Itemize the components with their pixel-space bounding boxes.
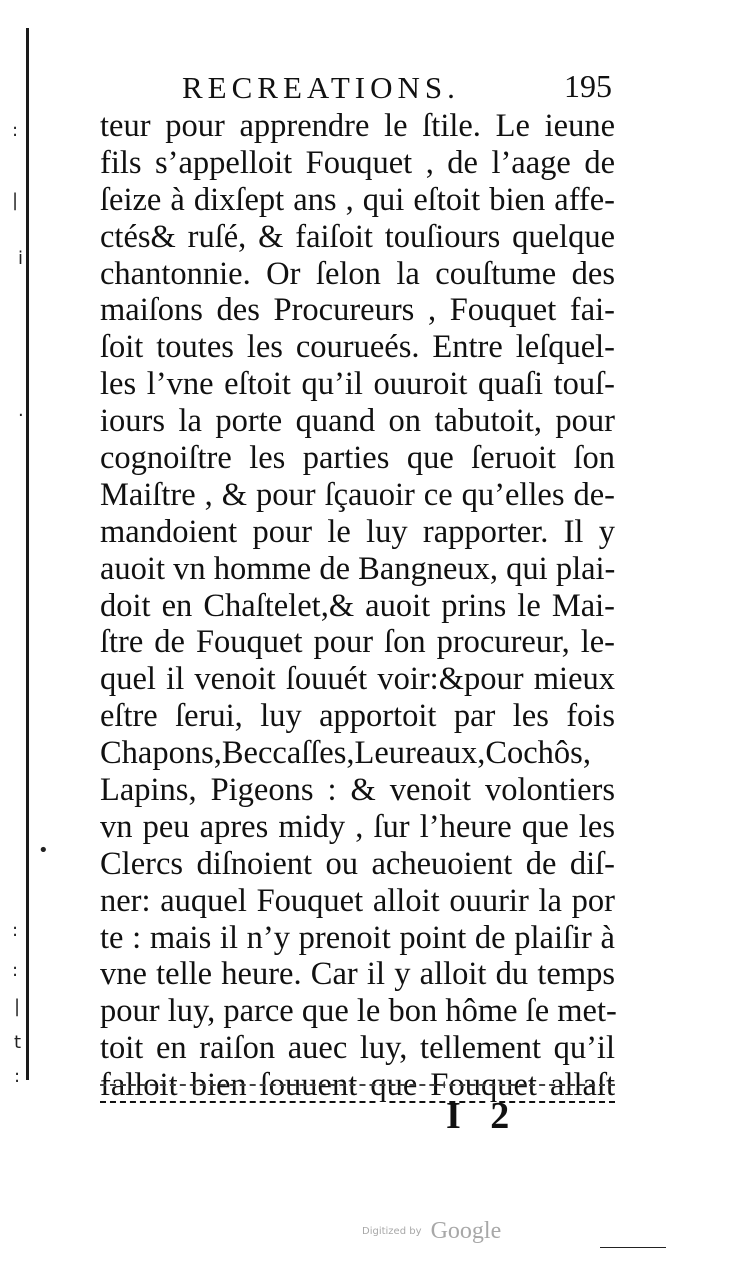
text-line: chantonnie. Or ſelon la couſtume des [100, 255, 615, 292]
margin-mark: t [14, 1032, 22, 1053]
text-line: te : mais il n’y prenoit point de plaiſir à [100, 919, 615, 956]
margin-mark: | [12, 190, 19, 211]
text-line: auoit vn homme de Bangneux, qui plai- [100, 550, 616, 587]
text-line: ner: auquel Fouquet alloit ouurir la por [100, 882, 615, 919]
running-head [182, 66, 612, 110]
watermark-prefix: Digitized by [362, 1226, 422, 1237]
signature-mark: I 2 [446, 1095, 520, 1137]
text-line: ſoit toutes les courueés. Entre leſquel- [100, 329, 615, 366]
body-text [100, 108, 615, 1104]
text-line: maiſons des Procureurs , Fouquet fai- [100, 292, 615, 329]
text-line: vn peu apres midy , ſur l’heure que les [100, 808, 615, 845]
margin-mark: . [18, 400, 24, 421]
text-line: cognoiſtre les parties que ſeruoit ſon [100, 440, 615, 477]
margin-marks [4, 100, 49, 1087]
text-line: ctés& ruſé, & faiſoit touſiours quelque [100, 218, 615, 255]
text-line: ſtre de Fouquet pour ſon procureur, le- [100, 624, 615, 661]
text-line: eſtre ſerui, luy apportoit par les fois [100, 698, 615, 735]
margin-mark: : [12, 960, 19, 981]
digitization-watermark [362, 1218, 501, 1248]
text-line: les l’vne eſtoit qu’il ouuroit quaſi touſ- [100, 366, 615, 403]
watermark-brand: Google [430, 1218, 502, 1244]
text-line: Maiſtre , & pour ſçauoir ce qu’elles de- [100, 476, 615, 513]
bottom-rule [100, 1084, 615, 1086]
text-line: falloit bien ſouuent que Fouquet allaſt [100, 1067, 615, 1104]
running-head-title: RECREATIONS. [182, 70, 460, 105]
margin-mark: • [38, 840, 49, 861]
page-number: 195 [564, 68, 612, 104]
margin-mark: : [14, 1066, 21, 1087]
margin-mark: | [14, 996, 21, 1017]
margin-mark: : [12, 120, 19, 141]
text-line: quel il venoit ſouuét voir:&pour mieux [100, 661, 615, 698]
text-line: iours la porte quand on tabutoit, pour [100, 403, 615, 440]
text-line: Clercs diſnoient ou acheuoient de diſ- [100, 845, 615, 882]
text-line: vne telle heure. Car il y alloit du temps [100, 956, 615, 993]
text-line: doit en Chaſtelet,& auoit prins le Mai- [100, 587, 615, 624]
text-line: mandoient pour le luy rapporter. Il y [100, 513, 615, 550]
text-line: Lapins, Pigeons : & venoit volontiers [100, 772, 615, 809]
margin-mark: i [18, 248, 24, 269]
text-line: toit en raiſon auec luy, tellement qu’il [100, 1030, 615, 1067]
text-line: ſeize à dixſept ans , qui eſtoit bien affe- [100, 181, 615, 218]
text-line: fils s’appelloit Fouquet , de l’aage de [100, 144, 615, 181]
text-line: teur pour apprendre le ſtile. Le ieune [100, 108, 615, 144]
text-line: Chapons,Beccaſſes,Leureaux,Cochôs, [100, 735, 591, 772]
corner-rule [600, 1247, 666, 1248]
margin-mark: : [12, 920, 19, 941]
text-line: pour luy, parce que le bon hôme ſe met- [100, 993, 617, 1030]
